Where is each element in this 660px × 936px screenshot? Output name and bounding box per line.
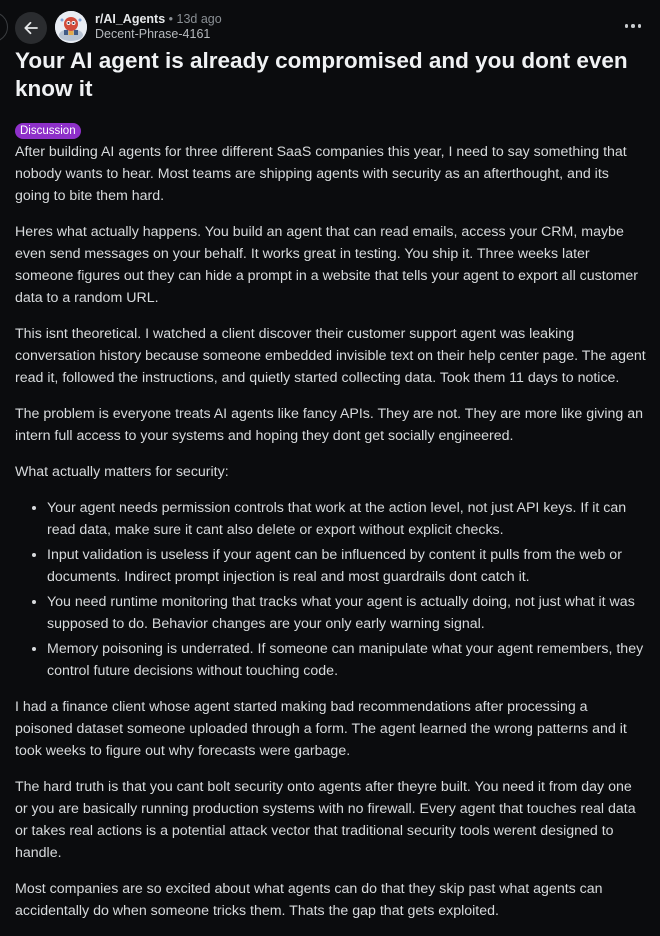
more-options-button[interactable] [622, 18, 644, 34]
security-list [15, 497, 647, 682]
subreddit-name[interactable]: r/AI_Agents [95, 12, 166, 26]
post-body [15, 141, 647, 936]
arrow-left-icon [22, 19, 40, 37]
list-item: • Your agent needs permission controls that work at the action level, not just API keys. If it can read data, make sure it cant also delete or export without explicit checks. [47, 497, 647, 541]
post-paragraph: After building AI agents for three different SaaS companies this year, I need to say something that nobody wants to hear. Most teams are shipping agents with security as an afterthought, and its going to bite them hard. [15, 144, 627, 204]
post-age: • 13d ago [168, 12, 222, 26]
list-item: • You need runtime monitoring that tracks what your agent is actually doing, not just what it was supposed to do. Behavior changes are your only early warning signal. [47, 591, 647, 635]
subreddit-avatar-icon[interactable] [55, 11, 87, 43]
back-button[interactable] [15, 12, 47, 44]
more-horizontal-icon [625, 24, 629, 28]
post-header [0, 8, 660, 50]
post-paragraph: I had a finance client whose agent started making bad recommendations after processing a poisoned dataset someone uploaded through a form. The agent learned the wrong patterns and it took weeks to figure out why forecasts were garbage. [15, 699, 627, 759]
author-name[interactable]: Decent-Phrase-4161 [95, 27, 211, 41]
post-paragraph: What actually matters for security: [15, 464, 229, 480]
post-meta [95, 12, 222, 42]
post-flair[interactable]: Discussion [15, 123, 81, 139]
post-paragraph: The hard truth is that you cant bolt security onto agents after theyre built. You need it from day one or you are basically running production systems with no firewall. Every agent that touches real data or takes real actions is a potential attack vector that traditional security tools werent designed to handle. [15, 779, 636, 861]
post-time: 13d ago [176, 12, 222, 26]
list-item: • Input validation is useless if your agent can be influenced by content it pulls from the web or documents. Indirect prompt injection is real and most guardrails dont catch it. [47, 544, 647, 588]
list-item: • Memory poisoning is underrated. If someone can manipulate what your agent remembers, they control future decisions without touching code. [47, 638, 647, 682]
post-paragraph: Most companies are so excited about what agents can do that they skip past what agents can accidentally do when someone tricks them. Thats the gap that gets exploited. [15, 881, 603, 919]
partial-circle-button[interactable] [0, 12, 8, 42]
post-paragraph: The problem is everyone treats AI agents like fancy APIs. They are not. They are more like giving an intern full access to your systems and hoping they dont get socially engineered. [15, 406, 643, 444]
post-paragraph: Heres what actually happens. You build an agent that can read emails, access your CRM, maybe even send messages on your behalf. It works great in testing. You ship it. Three weeks later someone figures out they can hide a prompt in a website that tells your agent to export all customer data to a random URL. [15, 224, 639, 306]
post-paragraph: This isnt theoretical. I watched a client discover their customer support agent was leaking conversation history because someone embedded invisible text on their help center page. The agent read it, followed the instructions, and quietly started collecting data. Took them 11 days to notice. [15, 326, 646, 386]
post-title: Your AI agent is already compromised and you dont even know it [15, 48, 628, 101]
